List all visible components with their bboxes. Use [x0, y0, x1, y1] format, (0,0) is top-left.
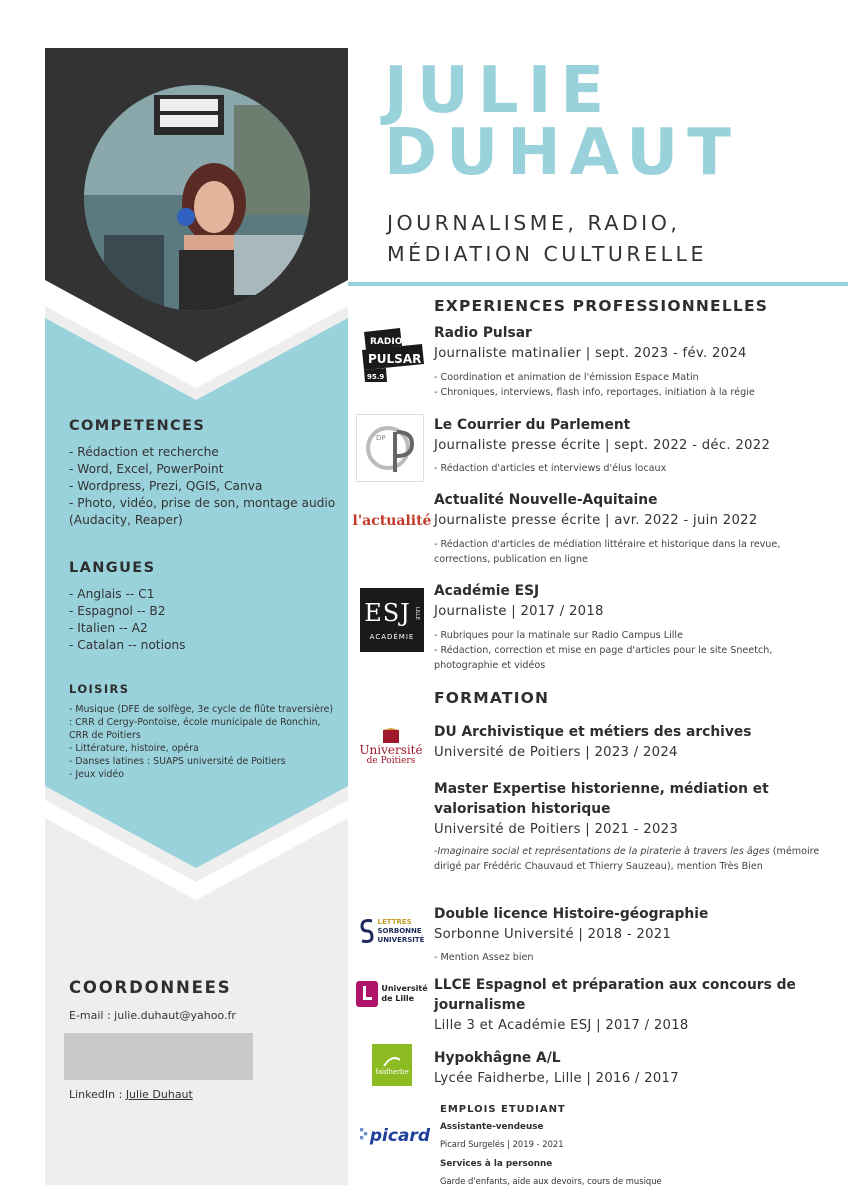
faidherbe-logo [372, 1044, 412, 1086]
linkedin-link[interactable]: Julie Duhaut [125, 1088, 193, 1101]
langues-list [69, 586, 336, 654]
sidebar [45, 48, 348, 1185]
logo-text: ESJ [364, 599, 411, 627]
formation-degree: LLCE Espagnol et préparation aux concours de journalisme [434, 977, 796, 1013]
logo-text: LETTRES [377, 917, 412, 926]
desc-line: - Rédaction d'articles de médiation littéraire et historique dans la revue, corrections, publication en ligne [434, 539, 781, 565]
formation-desc-text: (mémoire dirigé par Frédéric Chauvaud et Thierry Sauzeau), mention Très Bien [434, 846, 820, 872]
job-title: Assistante-vendeuse [440, 1122, 544, 1132]
logo-text: picard [369, 1126, 430, 1146]
logo-text: PULSAR [368, 352, 422, 366]
logo-text: UNIVERSITÉ [377, 935, 425, 944]
jobs-title: EMPLOIS ETUDIANT [440, 1104, 566, 1115]
radio-pulsar-logo [360, 328, 424, 382]
experience-desc [434, 461, 832, 476]
coordonnees-section [69, 978, 336, 1101]
logo-text: de Lille [381, 994, 415, 1003]
full-name [384, 54, 740, 190]
experience-entry [434, 323, 832, 400]
formation-title: FORMATION [434, 689, 550, 707]
desc-line: - Rubriques pour la matinale sur Radio Campus Lille [434, 630, 683, 641]
formation-school: Université de Poitiers | 2023 / 2024 [434, 745, 678, 760]
formation-degree: Double licence Histoire-géographie [434, 906, 709, 922]
list-item: - Photo, vidéo, prise de son, montage audio (Audacity, Reaper) [69, 496, 336, 527]
actualite-logo [352, 510, 432, 532]
loisirs-list [69, 703, 336, 781]
logo-text: de Poitiers [366, 756, 416, 766]
last-name: DUHAUT [384, 116, 740, 190]
formation-school: Lille 3 et Académie ESJ | 2017 / 2018 [434, 1018, 689, 1033]
coordonnees-title: COORDONNEES [69, 978, 232, 997]
langues-section [69, 560, 336, 654]
formation-desc [434, 844, 832, 874]
competences-title: COMPETENCES [69, 418, 206, 434]
desc-line: - Coordination et animation de l'émission Espace Matin [434, 372, 699, 383]
list-item: - Catalan -- notions [69, 638, 186, 652]
list-item: - Littérature, histoire, opéra [69, 743, 199, 754]
picard-logo [360, 1120, 430, 1152]
job-desc: Garde d'enfants, aide aux devoirs, cours de musique [440, 1176, 662, 1186]
experience-role: Journaliste matinalier | sept. 2023 - fév. 2024 [434, 346, 747, 361]
sorbonne-logo [356, 914, 428, 948]
courrier-parlement-logo [356, 414, 424, 482]
experience-role: Journaliste | 2017 / 2018 [434, 604, 604, 619]
job-entry [440, 1120, 564, 1151]
logo-text: LILLE [413, 606, 420, 620]
list-item: - Wordpress, Prezi, QGIS, Canva [69, 479, 263, 493]
formation-school: Université de Poitiers | 2021 - 2023 [434, 822, 679, 837]
list-item: - Anglais -- C1 [69, 587, 155, 601]
formation-degree: Master Expertise historienne, médiation et valorisation historique [434, 781, 769, 817]
header-divider [348, 282, 848, 286]
desc-line: - Chroniques, interviews, flash info, reportages, initiation à la régie [434, 387, 755, 398]
list-item: - Musique (DFE de solfège, 3e cycle de flûte traversière) : CRR d Cergy-Pontoise, école municipale de Ronchin, CRR de Poitiers [69, 704, 334, 741]
list-item: - Italien -- A2 [69, 621, 148, 635]
experience-org: Actualité Nouvelle-Aquitaine [434, 492, 658, 508]
experience-entry [434, 490, 832, 567]
poitiers-logo [354, 724, 428, 770]
logo-text: 95.9 [367, 373, 385, 381]
competences-section [69, 418, 336, 529]
formation-entry [434, 1048, 832, 1089]
experience-role: Journaliste presse écrite | avr. 2022 - juin 2022 [434, 513, 758, 528]
formation-desc-italic: -Imaginaire social et représentations de la piraterie à travers les âges [434, 846, 770, 857]
profile-photo [84, 85, 310, 311]
competences-list [69, 444, 336, 529]
headline-line-2: MÉDIATION CULTURELLE [387, 242, 707, 266]
formation-degree: Hypokhâgne A/L [434, 1050, 561, 1066]
loisirs-section [69, 682, 336, 781]
experience-entry [434, 415, 832, 476]
logo-text: Université [381, 984, 428, 993]
experience-entry [434, 581, 832, 673]
desc-line: - Rédaction, correction et mise en page d'articles pour le site Sneetch, photographie et vidéos [434, 645, 773, 671]
list-item: - Danses latines : SUAPS université de Poitiers [69, 756, 286, 767]
job-title: Services à la personne [440, 1159, 553, 1169]
list-item: - Jeux vidéo [69, 769, 124, 780]
job-entry [440, 1157, 662, 1188]
logo-text: faidherbe [375, 1068, 409, 1076]
lille-logo [356, 978, 428, 1010]
list-item: - Rédaction et recherche [69, 445, 219, 459]
formation-entry [434, 779, 832, 874]
formation-entry [434, 975, 832, 1036]
job-desc: Picard Surgelés | 2019 - 2021 [440, 1139, 564, 1149]
formation-entry [434, 722, 832, 763]
experience-desc [434, 628, 832, 673]
esj-logo [360, 588, 424, 652]
logo-text: DP [376, 434, 386, 442]
experience-org: Radio Pulsar [434, 325, 532, 341]
logo-text: l'actualité [352, 513, 432, 529]
formation-school: Sorbonne Université | 2018 - 2021 [434, 927, 672, 942]
first-name: JULIE [384, 54, 614, 128]
experience-desc [434, 537, 832, 567]
langues-title: LANGUES [69, 560, 156, 576]
formation-school: Lycée Faidherbe, Lille | 2016 / 2017 [434, 1071, 679, 1086]
formation-desc: - Mention Assez bien [434, 952, 534, 963]
loisirs-title: LOISIRS [69, 682, 130, 696]
experiences-title: EXPERIENCES PROFESSIONNELLES [434, 297, 769, 315]
linkedin-line [69, 1088, 336, 1101]
list-item: - Word, Excel, PowerPoint [69, 462, 224, 476]
logo-text: Université [359, 743, 423, 757]
linkedin-label: LinkedIn : [69, 1088, 126, 1101]
experience-role: Journaliste presse écrite | sept. 2022 - déc. 2022 [434, 438, 771, 453]
email-line: E-mail : julie.duhaut@yahoo.fr [69, 1009, 236, 1022]
experience-desc [434, 370, 832, 400]
experience-org: Académie ESJ [434, 583, 540, 599]
list-item: - Espagnol -- B2 [69, 604, 166, 618]
formation-degree: DU Archivistique et métiers des archives [434, 724, 752, 740]
formation-entry [434, 904, 832, 965]
redacted-block [64, 1033, 253, 1080]
logo-text: SORBONNE [377, 926, 422, 935]
logo-text: RADIO [370, 337, 403, 347]
logo-text: ACADÉMIE [369, 633, 415, 641]
experience-org: Le Courrier du Parlement [434, 417, 631, 433]
headline [387, 208, 707, 270]
headline-line-1: JOURNALISME, RADIO, [387, 211, 681, 235]
desc-line: - Rédaction d'articles et interviews d'élus locaux [434, 463, 667, 474]
